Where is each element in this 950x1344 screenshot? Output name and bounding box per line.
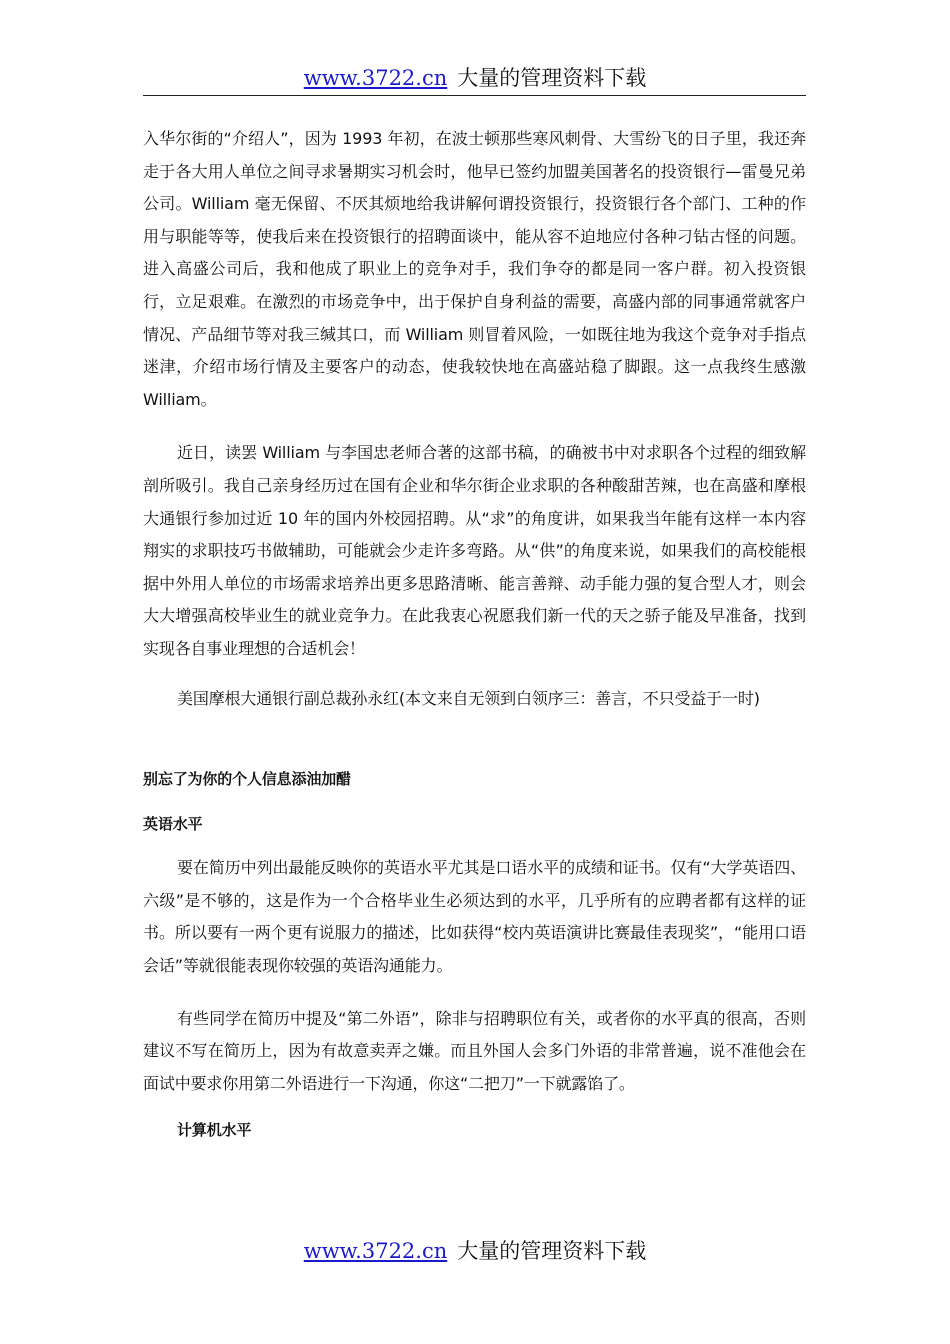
paragraph-book-review: 近日，读罢 William 与李国忠老师合著的这部书稿，的确被书中对求职各个过程的细致解剖所吸引。我自己亲身经历过在国有企业和华尔街企业求职的各种酸甜苦辣，也在高盛和摩根大通银行参加过近 10 年的国内外校园招聘。从“求”的角度讲，如果我当年能有这样一本内容翔实的求职技巧书做辅助，可能就会少走许多弯路。从“供”的角度来说，如果我们的高校能根据中外用人单位的市场需求培养出更多思路清晰、能言善辩、动手能力强的复合型人才，则会大大增强高校毕业生的就业竞争力。在此我衷心祝愿我们新一代的天之骄子能及早准备，找到实现各自事业理想的合适机会！ bbox=[143, 443, 806, 658]
header-divider bbox=[143, 95, 806, 96]
paragraph-william-intro: 入华尔街的“介绍人”，因为 1993 年初，在波士顿那些寒风刺骨、大雪纷飞的日子里，我还奔走于各大用人单位之间寻求暑期实习机会时，他早已签约加盟美国著名的投资银行—雷曼兄弟公司。William 毫无保留、不厌其烦地给我讲解何谓投资银行，投资银行各个部门、工种的作用与职能等等，使我后来在投资银行的招聘面谈中，能从容不迫地应付各种刁钻古怪的问题。进入高盛公司后，我和他成了职业上的竞争对手，我们争夺的都是同一客户群。初入投资银行，立足艰难。在激烈的市场竞争中，出于保护自身利益的需要，高盛内部的同事通常就客户情况、产品细节等对我三缄其口，而 William 则冒着风险，一如既往地为我这个竞争对手指点迷津，介绍市场行情及主要客户的动态，使我较快地在高盛站稳了脚跟。这一点我终生感激 William。 bbox=[143, 129, 806, 409]
paragraph-second-language: 有些同学在简历中提及“第二外语”，除非与招聘职位有关，或者你的水平真的很高，否则建议不写在简历上，因为有故意卖弄之嫌。而且外国人会多门外语的非常普遍，说不准他会在面试中要求你用第二外语进行一下沟通，你这“二把刀”一下就露馅了。 bbox=[143, 1008, 806, 1093]
paragraph-english-certificates: 要在简历中列出最能反映你的英语水平尤其是口语水平的成绩和证书。仅有“大学英语四、六级”是不够的，这是作为一个合格毕业生必须达到的水平，几乎所有的应聘者都有这样的证书。所以要有一两个更有说服力的描述，比如获得“校内英语演讲比赛最佳表现奖”，“能用口语会话”等就很能表现你较强的英语沟通能力。 bbox=[143, 858, 806, 976]
heading-english-level: 英语水平 bbox=[143, 814, 203, 833]
footer-tagline: 大量的管理资料下载 bbox=[457, 1239, 647, 1263]
heading-computer-level: 计算机水平 bbox=[177, 1121, 252, 1140]
author-signature: 美国摩根大通银行副总裁孙永红(本文来自无领到白领序三：善言，不只受益于一时) bbox=[177, 688, 760, 708]
footer-site-link[interactable]: www.3722.cn bbox=[303, 1239, 448, 1263]
document-body bbox=[143, 123, 806, 1147]
section-title-personal-info: 别忘了为你的个人信息添油加醋 bbox=[143, 770, 351, 789]
header-tagline: 大量的管理资料下载 bbox=[457, 66, 647, 90]
page-footer bbox=[0, 1237, 950, 1265]
header-site-link[interactable]: www.3722.cn bbox=[303, 66, 448, 90]
page-header bbox=[0, 64, 950, 92]
